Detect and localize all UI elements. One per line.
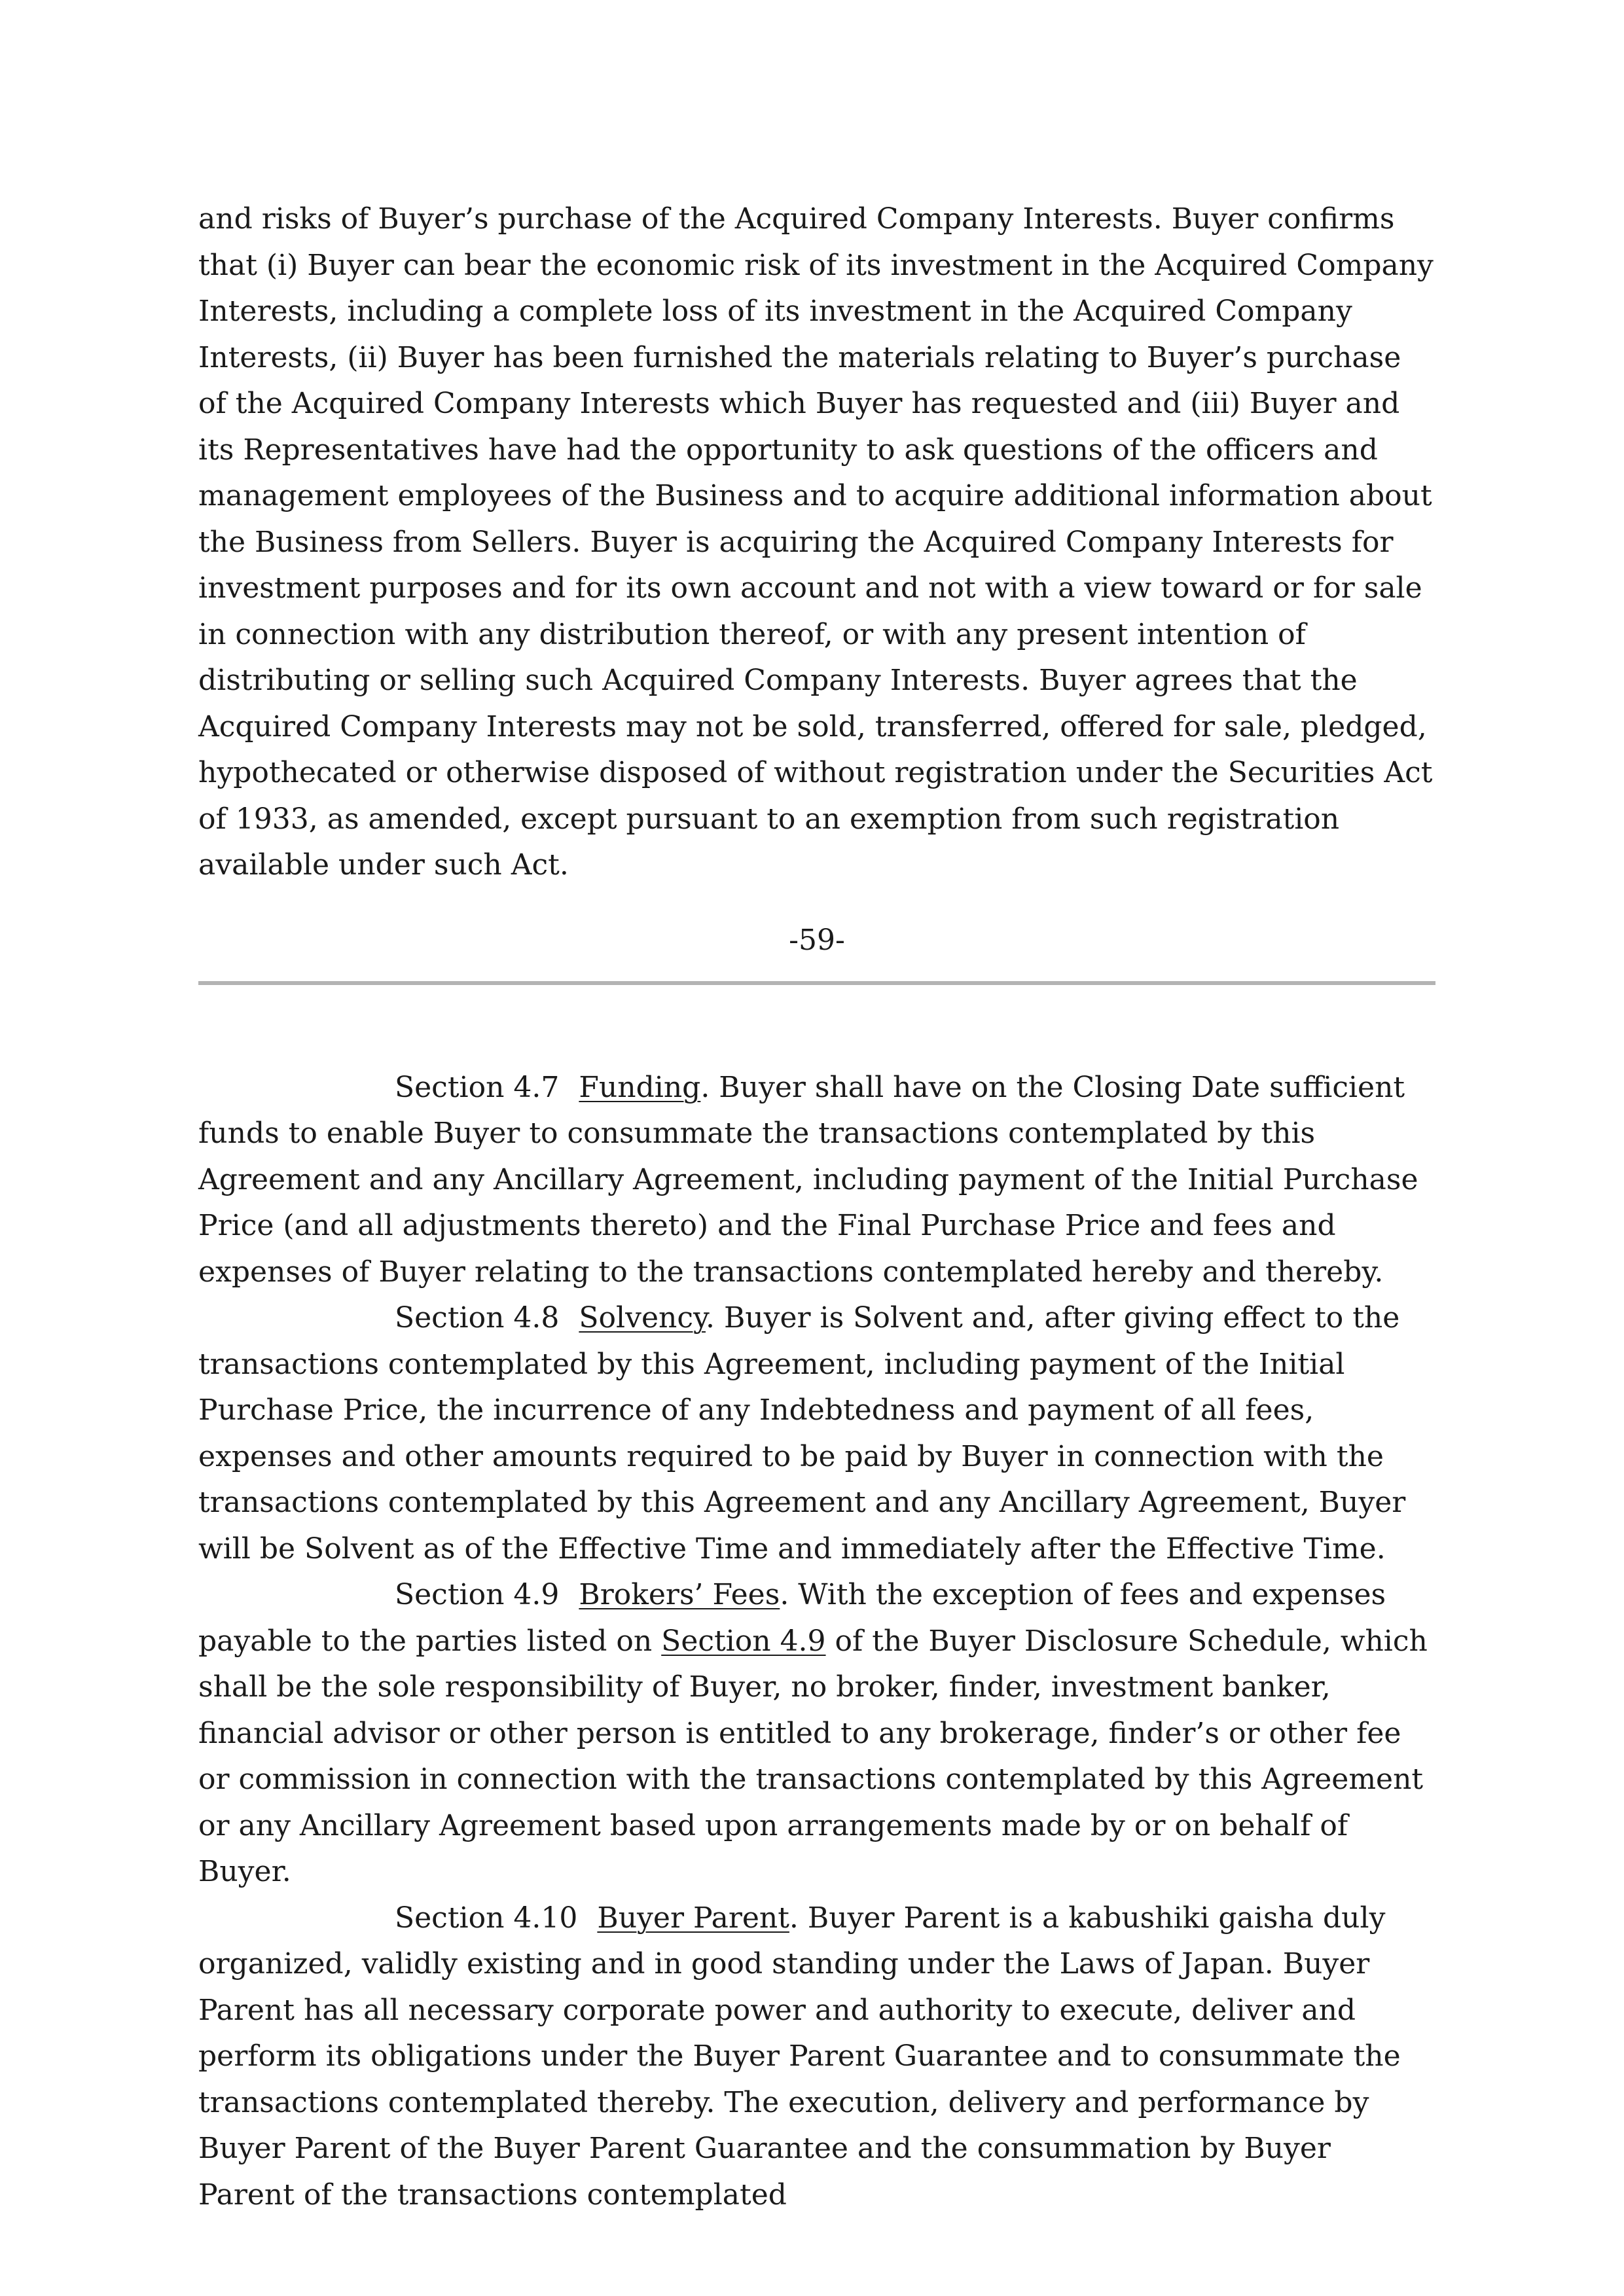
section-body-continued: of the Buyer Disclosure Schedule, which shall be the sole responsibility of Buyer, no broker, finder, investment banker, financial advisor or other person is entitled to any brokerage, finder’s or other fee or commission in connection with the transactions contemplated by this Agreement or any Ancillary Agreement based upon arrangements made by or on behalf of Buyer. [198,1624,1428,1888]
section-heading: Funding [579,1070,701,1104]
section-number: Section 4.7 [395,1070,560,1104]
section-heading: Solvency [579,1301,706,1335]
section-heading: Buyer Parent [597,1901,789,1935]
section-body: . Buyer Parent is a kabushiki gaisha duly organized, validly existing and in good standing under the Laws of Japan. Buyer Parent has all necessary corporate power and authority to execute, deliver and perform its obligations under the Buyer Parent Guarantee and to consummate the transactions contemplated thereby. The execution, delivery and performance by Buyer Parent of the Buyer Parent Guarantee and the consummation by Buyer Parent of the transactions contemplated [198,1901,1401,2212]
section-4-10 [198,1895,1435,2219]
section-number: Section 4.10 [395,1901,578,1935]
section-cross-reference: Section 4.9 [661,1624,826,1658]
section-body: . Buyer shall have on the Closing Date sufficient funds to enable Buyer to consummate the transactions contemplated by this Agreement and any Ancillary Agreement, including payment of the Initial Purchase Price (and all adjustments thereto) and the Final Purchase Price and fees and expenses of Buyer relating to the transactions contemplated hereby and thereby. [198,1070,1418,1289]
section-body: . Buyer is Solvent and, after giving effect to the transactions contemplated by this Agreement, including payment of the Initial Purchase Price, the incurrence of any Indebtedness and payment of all fees, expenses and other amounts required to be paid by Buyer in connection with the transactions contemplated by this Agreement and any Ancillary Agreement, Buyer will be Solvent as of the Effective Time and immediately after the Effective Time. [198,1301,1406,1566]
section-4-7 [198,1065,1435,1296]
section-4-8 [198,1295,1435,1572]
continued-paragraph: and risks of Buyer’s purchase of the Acquired Company Interests. Buyer confirms that (i) Buyer can bear the economic risk of its investment in the Acquired Company Interests, including a complete loss of its investment in the Acquired Company Interests, (ii) Buyer has been furnished the materials relating to Buyer’s purchase of the Acquired Company Interests which Buyer has requested and (iii) Buyer and its Representatives have had the opportunity to ask questions of the officers and management employees of the Business and to acquire additional information about the Business from Sellers. Buyer is acquiring the Acquired Company Interests for investment purposes and for its own account and not with a view toward or for sale in connection with any distribution thereof, or with any present intention of distributing or selling such Acquired Company Interests. Buyer agrees that the Acquired Company Interests may not be sold, transferred, offered for sale, pledged, hypothecated or otherwise disposed of without registration under the Securities Act of 1933, as amended, except pursuant to an exemption from such registration available under such Act. [198,202,1434,882]
section-number: Section 4.9 [395,1578,560,1611]
page-number: -59- [789,923,845,957]
page-break-divider [198,981,1435,985]
section-body: . With the exception of fees and expenses payable to the parties listed on [198,1578,1386,1658]
document-page [198,196,1435,2218]
sections-container [198,1065,1435,2219]
section-4-9 [198,1572,1435,1895]
section-number: Section 4.8 [395,1301,560,1335]
section-heading: Brokers’ Fees [579,1578,780,1611]
